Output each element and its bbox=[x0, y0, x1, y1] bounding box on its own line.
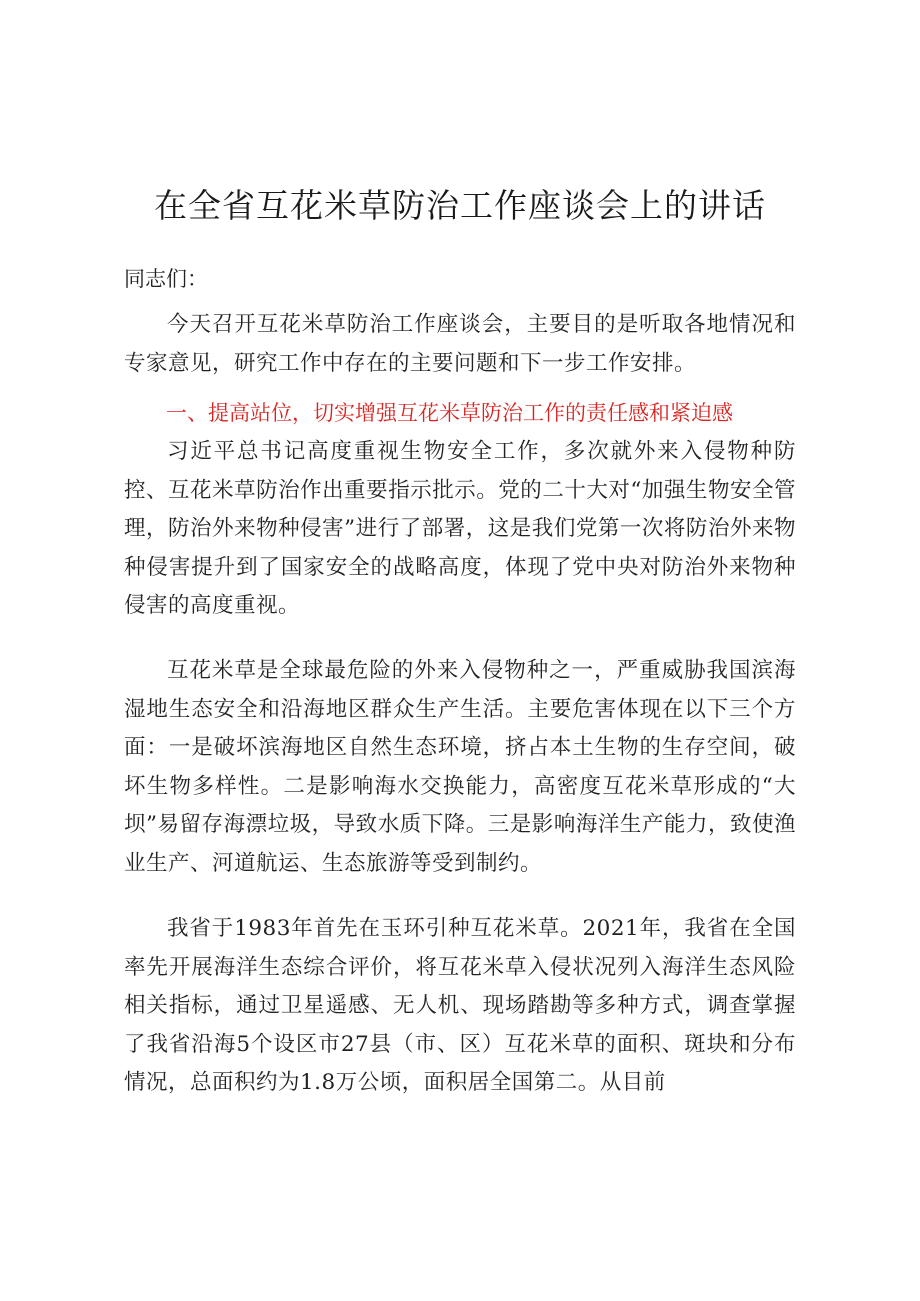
paragraph-intro: 今天召开互花米草防治工作座谈会，主要目的是听取各地情况和专家意见，研究工作中存在的主要问题和下一步工作安排。 bbox=[124, 312, 796, 376]
paragraph-province-status: 我省于1983年首先在玉环引种互花米草。2021年，我省在全国率先开展海洋生态综合评价，将互花米草入侵状况列入海洋生态风险相关指标，通过卫星遥感、无人机、现场踏勘等多种方式，调查掌握了我省沿海5个设区市27县（市、区）互花米草的面积、斑块和分布情况，总面积约为1.8万公顷，面积居全国第二。从目前 bbox=[124, 916, 796, 1096]
section-heading: 一、提高站位，切实增强互花米草防治工作的责任感和紧迫感 bbox=[166, 401, 733, 425]
paragraph-hazards: 互花米草是全球最危险的外来入侵物种之一，严重威胁我国滨海湿地生态安全和沿海地区群众生产生活。主要危害体现在以下三个方面：一是破坏滨海地区自然生态环境，挤占本土生物的生存空间，破坏生物多样性。二是影响海水交换能力，高密度互花米草形成的“大坝”易留存海漂垃圾，导致水质下降。三是影响海洋生产能力，致使渔业生产、河道航运、生态旅游等受到制约。 bbox=[124, 658, 796, 876]
salutation: 同志们： bbox=[124, 267, 208, 291]
document-title: 在全省互花米草防治工作座谈会上的讲话 bbox=[154, 186, 766, 225]
paragraph-importance: 习近平总书记高度重视生物安全工作，多次就外来入侵物种防控、互花米草防治作出重要指示批示。党的二十大对“加强生物安全管理，防治外来物种侵害”进行了部署，这是我们党第一次将防治外来物种侵害提升到了国家安全的战略高度，体现了党中央对防治外来物种侵害的高度重视。 bbox=[124, 439, 796, 619]
